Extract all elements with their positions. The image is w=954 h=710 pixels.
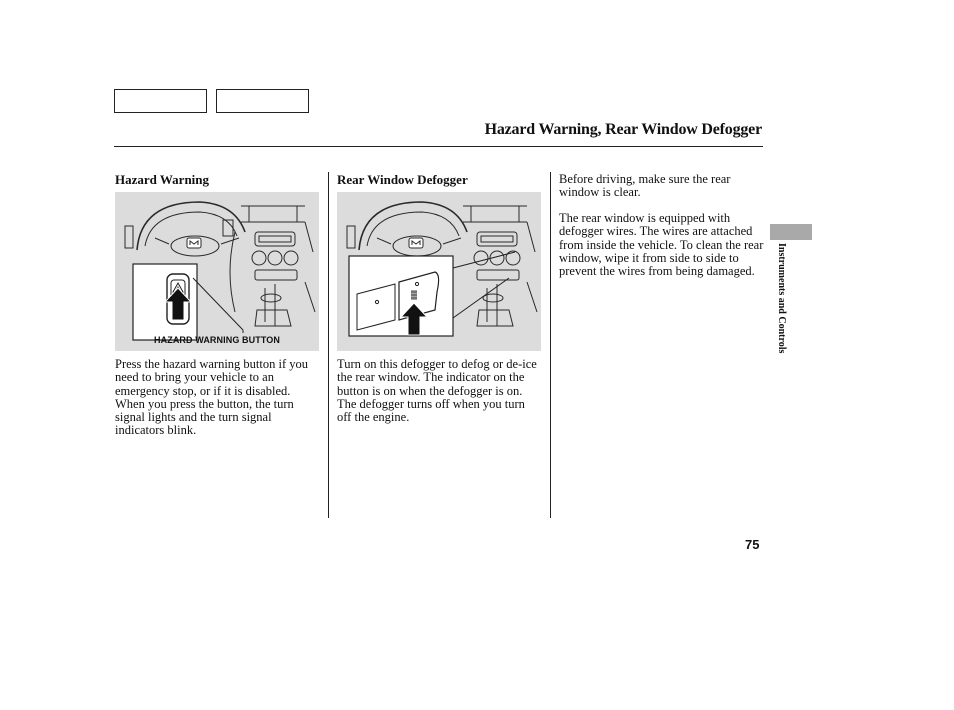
hazard-body: Press the hazard warning button if you need to bring your vehicle to an emergency stop, or if it is disabled. When you press the button, the turn signal lights and the turn signal indicators blink. xyxy=(115,357,309,438)
hazard-heading: Hazard Warning xyxy=(115,172,210,187)
next-page-button[interactable] xyxy=(216,89,309,113)
hazard-illustration xyxy=(115,192,319,351)
page-title: Hazard Warning, Rear Window Defogger xyxy=(484,121,762,138)
defogger-note-1: Before driving, make sure the rear window is clear. xyxy=(559,172,731,200)
rear-defogger-icon xyxy=(411,290,417,300)
column-divider-2 xyxy=(550,172,551,518)
defogger-heading: Rear Window Defogger xyxy=(337,172,468,187)
defogger-illustration xyxy=(337,192,541,351)
column-divider-1 xyxy=(328,172,329,518)
hazard-figure-caption: HAZARD WARNING BUTTON xyxy=(154,335,280,345)
steering-wheel-icon xyxy=(359,202,467,256)
page-number: 75 xyxy=(745,537,760,552)
section-label: Instruments and Controls xyxy=(776,243,787,354)
title-divider xyxy=(114,146,763,147)
defogger-note-2: The rear window is equipped with defogger wires. The wires are attached from inside the vehicle. To clean the rear window, wipe it from side to side to prevent the wires from being damaged. xyxy=(559,211,764,279)
defogger-body: Turn on this defogger to defog or de-ice the rear window. The indicator on the button is on when the defogger is on. The defogger turns off when you turn off the engine. xyxy=(337,357,537,425)
prev-page-button[interactable] xyxy=(114,89,207,113)
dashboard-drawing xyxy=(115,192,319,351)
dashboard-drawing xyxy=(337,192,541,351)
section-tab[interactable] xyxy=(770,224,812,240)
steering-wheel-icon xyxy=(137,202,245,256)
